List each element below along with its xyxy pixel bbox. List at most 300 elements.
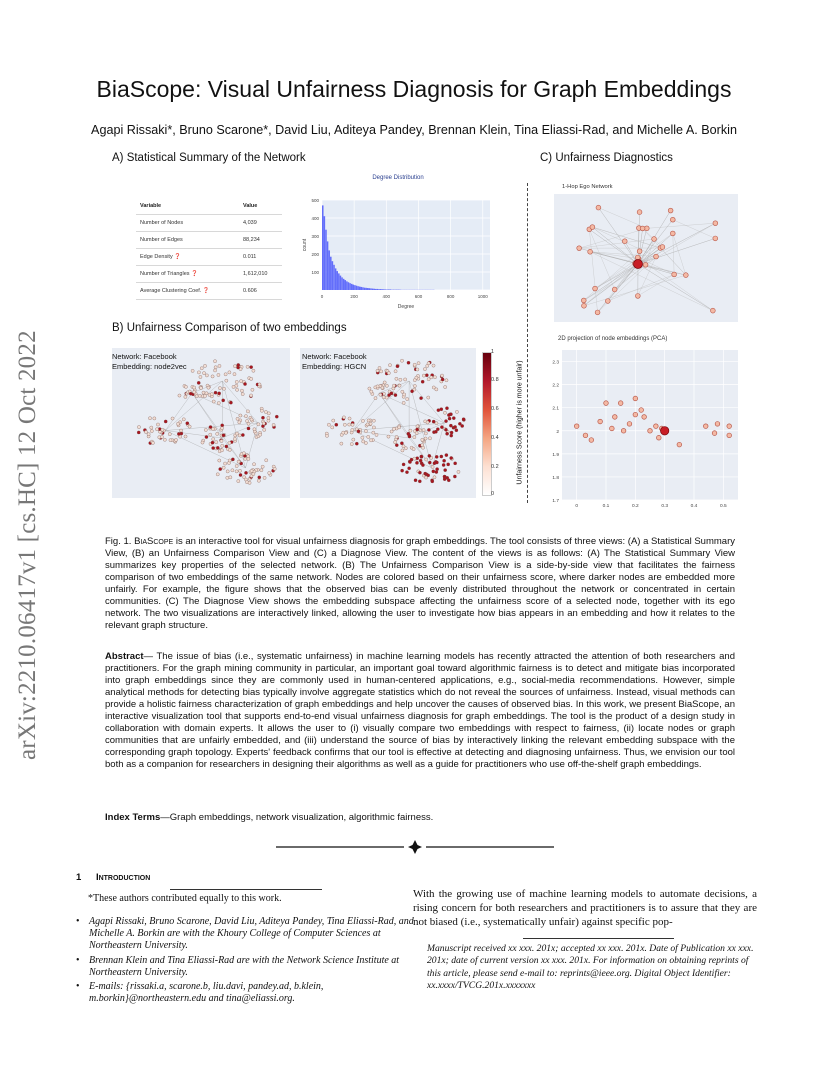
network-node	[237, 460, 240, 463]
histogram-bar	[386, 289, 388, 290]
network-node	[246, 365, 249, 368]
scatter-point	[610, 426, 615, 431]
network-node	[263, 476, 266, 479]
network-panel-node2vec	[112, 348, 290, 498]
stats-row	[136, 249, 282, 266]
ego-edge	[592, 227, 660, 248]
network-node	[163, 438, 166, 441]
network-node	[242, 452, 245, 455]
network-node	[205, 374, 208, 377]
network-node	[199, 386, 202, 389]
network-node	[425, 374, 428, 377]
scatter-point	[639, 408, 644, 413]
network-node	[261, 465, 264, 468]
scatter-point	[633, 412, 638, 417]
author-list: Agapi Rissaki*, Bruno Scarone*, David Liu, Aditeya Pandey, Brennan Klein, Tina Eliassi-Rad, and Michelle A. Borkin	[91, 123, 737, 137]
ego-node	[654, 254, 659, 259]
network-node	[223, 462, 226, 465]
network-node	[235, 432, 238, 435]
network-node	[443, 459, 446, 462]
network-node	[171, 417, 174, 420]
network-node	[137, 425, 140, 428]
y-tick-label: 2.3	[552, 360, 559, 366]
network-node	[272, 423, 275, 426]
histogram-bar	[367, 288, 369, 290]
histogram-bar	[359, 287, 361, 290]
network-node	[212, 438, 215, 441]
ego-node	[672, 272, 677, 277]
stats-value: 4,039	[239, 215, 282, 232]
x-axis-label: Degree	[397, 304, 415, 310]
network-node	[251, 388, 254, 391]
network-node	[432, 364, 435, 367]
network-node	[236, 417, 239, 420]
network-node	[243, 382, 246, 385]
network-node	[257, 423, 260, 426]
y-axis-label: count	[302, 238, 308, 252]
network-node	[244, 471, 247, 474]
ego-node	[710, 308, 715, 313]
y-tick-label: 300	[311, 234, 319, 239]
network-node	[184, 395, 187, 398]
network-node	[362, 440, 365, 443]
network-node	[247, 457, 250, 460]
network-node	[188, 425, 191, 428]
network-node	[207, 386, 210, 389]
network-node	[247, 427, 250, 430]
network-node	[404, 378, 407, 381]
network-node	[233, 437, 236, 440]
network-node	[137, 431, 140, 434]
network-name: Network: Facebook	[302, 352, 367, 361]
ego-node	[660, 245, 665, 250]
network-node	[147, 433, 150, 436]
index-terms-text: —Graph embeddings, network visualization, algorithmic fairness.	[160, 812, 434, 823]
ego-node	[643, 262, 648, 267]
network-node	[400, 359, 403, 362]
network-node	[369, 422, 372, 425]
network-node	[213, 369, 216, 372]
network-node	[204, 428, 207, 431]
stats-row	[136, 232, 282, 249]
network-node	[394, 393, 397, 396]
stats-header-row	[136, 198, 282, 215]
plot-background	[562, 350, 738, 500]
ego-node	[683, 273, 688, 278]
ego-node	[713, 221, 718, 226]
network-node	[420, 455, 423, 458]
histogram-bar	[328, 250, 330, 290]
network-node	[218, 364, 221, 367]
pca-title: 2D projection of node embeddings (PCA)	[558, 336, 668, 342]
ego-node	[622, 239, 627, 244]
ego-edge	[608, 264, 638, 301]
network-node	[184, 435, 187, 438]
x-tick-label: 0	[320, 294, 324, 299]
network-node	[253, 428, 256, 431]
network-node	[432, 420, 435, 423]
network-node	[447, 479, 450, 482]
network-node	[357, 430, 360, 433]
network-node	[267, 412, 270, 415]
y-tick-label: 1.9	[552, 452, 559, 458]
stats-variable: Number of Triangles ❓	[136, 266, 239, 283]
network-node	[392, 384, 395, 387]
network-node	[436, 468, 439, 471]
network-node	[425, 458, 428, 461]
network-node	[225, 379, 228, 382]
ego-node	[593, 286, 598, 291]
network-node	[435, 470, 438, 473]
scatter-point	[633, 396, 638, 401]
network-node	[252, 472, 255, 475]
network-node	[229, 401, 232, 404]
x-tick-label: 0	[575, 504, 579, 508]
network-node	[418, 480, 421, 483]
scatter-point	[654, 424, 659, 429]
network-node	[445, 432, 448, 435]
network-node	[250, 366, 253, 369]
network-node	[374, 397, 377, 400]
manuscript-note: Manuscript received xx xxx. 201x; accepted xx xxx. 201x. Date of Publication xx xxx. 201x; date of current version xx xxx. 201x. For information on obtaining reprints of this article, please send e-mail to: reprints@ieee.org. Digital Object Identifier: xx.xxxx/TVCG.201x.xxxxxxx	[427, 943, 754, 992]
histogram-bar	[335, 268, 337, 290]
network-node	[398, 426, 401, 429]
network-node	[232, 385, 235, 388]
y-tick-label: 2	[556, 429, 559, 435]
network-node	[178, 394, 181, 397]
scatter-point	[715, 422, 720, 427]
network-node	[261, 416, 264, 419]
ego-edge	[584, 247, 662, 306]
network-node	[385, 384, 388, 387]
affiliation-item: • Agapi Rissaki, Bruno Scarone, David Liu, Aditeya Pandey, Tina Eliassi-Rad, and Michelle A. Borkin are with the Khoury College of Computer Sciences at Northeastern University.	[76, 916, 416, 953]
network-node	[263, 428, 266, 431]
histogram-bar	[385, 289, 387, 290]
x-tick-label: 1000	[477, 294, 488, 299]
histogram-bar	[381, 289, 383, 290]
network-node	[258, 383, 261, 386]
network-node	[161, 428, 164, 431]
network-node	[202, 391, 205, 394]
network-node	[228, 371, 231, 374]
network-node	[144, 430, 147, 433]
network-node	[247, 422, 250, 425]
network-node	[241, 433, 244, 436]
network-node	[216, 446, 219, 449]
network-node	[443, 475, 446, 478]
network-node	[260, 409, 263, 412]
network-node	[176, 422, 179, 425]
network-node	[367, 435, 370, 438]
network-node	[398, 384, 401, 387]
network-node	[444, 428, 447, 431]
network-node	[450, 434, 453, 437]
network-node	[436, 428, 439, 431]
network-node	[458, 422, 461, 425]
network-node	[444, 420, 447, 423]
colorbar-tick: 0.2	[491, 464, 499, 470]
network-node	[427, 428, 430, 431]
network-node	[218, 392, 221, 395]
figure-caption	[105, 536, 735, 632]
histogram-bar	[336, 271, 338, 290]
network-node	[441, 378, 444, 381]
network-node	[402, 463, 405, 466]
network-node	[211, 441, 214, 444]
network-node	[355, 442, 358, 445]
scatter-point	[583, 433, 588, 438]
network-node	[457, 470, 460, 473]
network-node	[367, 419, 370, 422]
network-node	[233, 365, 236, 368]
scatter-point	[627, 422, 632, 427]
histogram-bar	[349, 283, 351, 290]
ego-edge	[646, 265, 686, 275]
network-node	[220, 427, 223, 430]
network-node	[403, 393, 406, 396]
network-node	[410, 458, 413, 461]
network-node	[428, 454, 431, 457]
y-tick-label: 500	[311, 198, 319, 203]
x-tick-label: 600	[414, 294, 423, 299]
histogram-bar	[378, 289, 380, 290]
colorbar-tick: 0.6	[491, 406, 499, 412]
stats-value: 0.606	[239, 283, 282, 300]
diamond-ornament-icon	[408, 840, 422, 854]
scatter-point	[642, 415, 647, 420]
network-panel-hgcn	[300, 348, 476, 498]
network-node	[447, 413, 450, 416]
scatter-point	[712, 431, 717, 436]
scatter-point	[648, 428, 653, 433]
network-node	[380, 370, 383, 373]
network-node	[426, 421, 429, 424]
network-node	[370, 390, 373, 393]
network-node	[421, 463, 424, 466]
network-node	[222, 387, 225, 390]
scatter-point	[703, 424, 708, 429]
network-node	[215, 441, 218, 444]
network-edge	[353, 431, 432, 469]
network-node	[415, 432, 418, 435]
network-node	[382, 396, 385, 399]
network-node	[390, 392, 393, 395]
histogram-bar	[375, 289, 377, 290]
x-tick-label: 0.1	[602, 504, 610, 508]
network-node	[268, 471, 271, 474]
arxiv-stamp: arXiv:2210.06417v1 [cs.HC] 12 Oct 2022	[14, 330, 41, 760]
network-node	[399, 378, 402, 381]
network-node	[348, 417, 351, 420]
equal-contribution-footnote: *These authors contributed equally to this work.	[88, 893, 282, 904]
network-node	[394, 441, 397, 444]
network-node	[424, 476, 427, 479]
histogram-bar	[361, 287, 363, 290]
network-node	[252, 369, 255, 372]
network-node	[445, 453, 448, 456]
network-node	[424, 432, 427, 435]
network-node	[428, 461, 431, 464]
abstract-label: Abstract	[105, 651, 144, 662]
network-node	[402, 445, 405, 448]
scatter-point	[604, 401, 609, 406]
network-node	[452, 417, 455, 420]
network-node	[435, 461, 438, 464]
network-node	[193, 386, 196, 389]
histogram-bar	[325, 230, 327, 290]
degree-distribution-chart	[296, 170, 500, 316]
network-node	[273, 467, 276, 470]
network-node	[340, 442, 343, 445]
network-node	[395, 444, 398, 447]
x-tick-label: 200	[350, 294, 358, 299]
network-label-hgcn	[302, 352, 367, 372]
colorbar-tick: 0.8	[491, 377, 499, 383]
network-node	[150, 429, 153, 432]
network-node	[239, 414, 242, 417]
x-tick-label: 0.2	[631, 504, 639, 508]
network-node	[369, 439, 372, 442]
y-tick-label: 2.1	[552, 406, 559, 412]
ego-edge	[608, 274, 674, 301]
histogram-bar	[322, 205, 324, 290]
histogram-bar	[348, 282, 350, 290]
network-node	[351, 423, 354, 426]
network-node	[364, 430, 367, 433]
network-node	[416, 368, 419, 371]
network-node	[343, 423, 346, 426]
network-node	[213, 360, 216, 363]
network-node	[401, 449, 404, 452]
network-node	[432, 470, 435, 473]
network-node	[218, 387, 221, 390]
histogram-bar	[338, 273, 340, 290]
scatter-point	[660, 427, 668, 435]
section-heading	[76, 872, 150, 883]
stats-row	[136, 266, 282, 283]
network-node	[246, 410, 249, 413]
histogram-bar	[330, 257, 332, 290]
network-node	[257, 479, 260, 482]
network-node	[433, 376, 436, 379]
network-node	[177, 432, 180, 435]
histogram-bar	[351, 284, 353, 290]
network-node	[184, 385, 187, 388]
affiliation-item: • E-mails: {rissaki.a, scarone.b, liu.davi, pandey.ad, b.klein, m.borkin}@northeastern.edu and tina@eliassi.org.	[76, 981, 416, 1005]
ego-node	[595, 310, 600, 315]
ego-edge	[638, 223, 715, 264]
section-number: 1	[76, 872, 82, 883]
network-node	[408, 435, 411, 438]
ego-network-panel	[554, 194, 738, 322]
stats-variable: Number of Nodes	[136, 215, 239, 232]
network-node	[150, 426, 153, 429]
network-node	[212, 446, 215, 449]
stats-value: 1,612,010	[239, 266, 282, 283]
ego-center-node	[634, 260, 643, 269]
histogram-bar	[388, 289, 390, 290]
affiliation-list	[76, 916, 416, 1007]
network-node	[448, 417, 451, 420]
ego-edge	[595, 264, 635, 289]
network-node	[155, 428, 158, 431]
network-node	[450, 456, 453, 459]
x-tick-label: 800	[446, 294, 455, 299]
paper-title: BiaScope: Visual Unfairness Diagnosis for Graph Embeddings	[96, 76, 732, 102]
scatter-point	[574, 424, 579, 429]
ego-node	[590, 225, 595, 230]
network-node	[421, 380, 424, 383]
network-node	[218, 459, 221, 462]
colorbar-tick: 0.4	[491, 435, 499, 441]
network-node	[259, 433, 262, 436]
network-node	[445, 379, 448, 382]
y-tick-label: 1.7	[552, 499, 559, 504]
network-node	[275, 415, 278, 418]
ego-node	[577, 246, 582, 251]
scatter-point	[727, 424, 732, 429]
network-node	[440, 426, 443, 429]
chart-title: Degree Distribution	[372, 175, 424, 181]
network-node	[231, 458, 234, 461]
network-node	[431, 480, 434, 483]
network-node	[427, 396, 430, 399]
x-tick-label: 400	[382, 294, 391, 299]
plot-background	[322, 200, 490, 290]
network-node	[220, 439, 223, 442]
network-node	[212, 400, 215, 403]
network-node	[413, 457, 416, 460]
network-node	[421, 446, 424, 449]
scatter-point	[589, 438, 594, 443]
network-node	[197, 381, 200, 384]
network-node	[332, 419, 335, 422]
footnote-rule	[170, 889, 322, 890]
ego-edge	[638, 258, 713, 311]
network-node	[209, 433, 212, 436]
network-node	[415, 461, 418, 464]
ego-node	[670, 231, 675, 236]
colorbar-tick: 0	[491, 491, 495, 497]
network-label-node2vec	[112, 352, 187, 372]
network-node	[431, 465, 434, 468]
pca-scatter-chart	[540, 346, 740, 508]
network-node	[202, 372, 205, 375]
panel-c-title: C) Unfairness Diagnostics	[540, 152, 673, 164]
network-node	[235, 464, 238, 467]
network-node	[361, 419, 364, 422]
network-node	[372, 431, 375, 434]
ego-edge	[638, 238, 715, 264]
ego-node	[596, 205, 601, 210]
view-separator	[527, 183, 528, 503]
ego-node	[713, 236, 718, 241]
stats-row	[136, 283, 282, 300]
network-node	[405, 471, 408, 474]
network-node	[267, 416, 270, 419]
network-node	[437, 409, 440, 412]
network-node	[250, 377, 253, 380]
network-node	[228, 441, 231, 444]
network-node	[250, 469, 253, 472]
network-node	[239, 473, 242, 476]
ego-edge	[647, 223, 716, 228]
network-node	[228, 459, 231, 462]
histogram-bar	[346, 281, 348, 290]
network-node	[197, 371, 200, 374]
stats-variable: Edge Density ❓	[136, 249, 239, 266]
network-node	[378, 366, 381, 369]
